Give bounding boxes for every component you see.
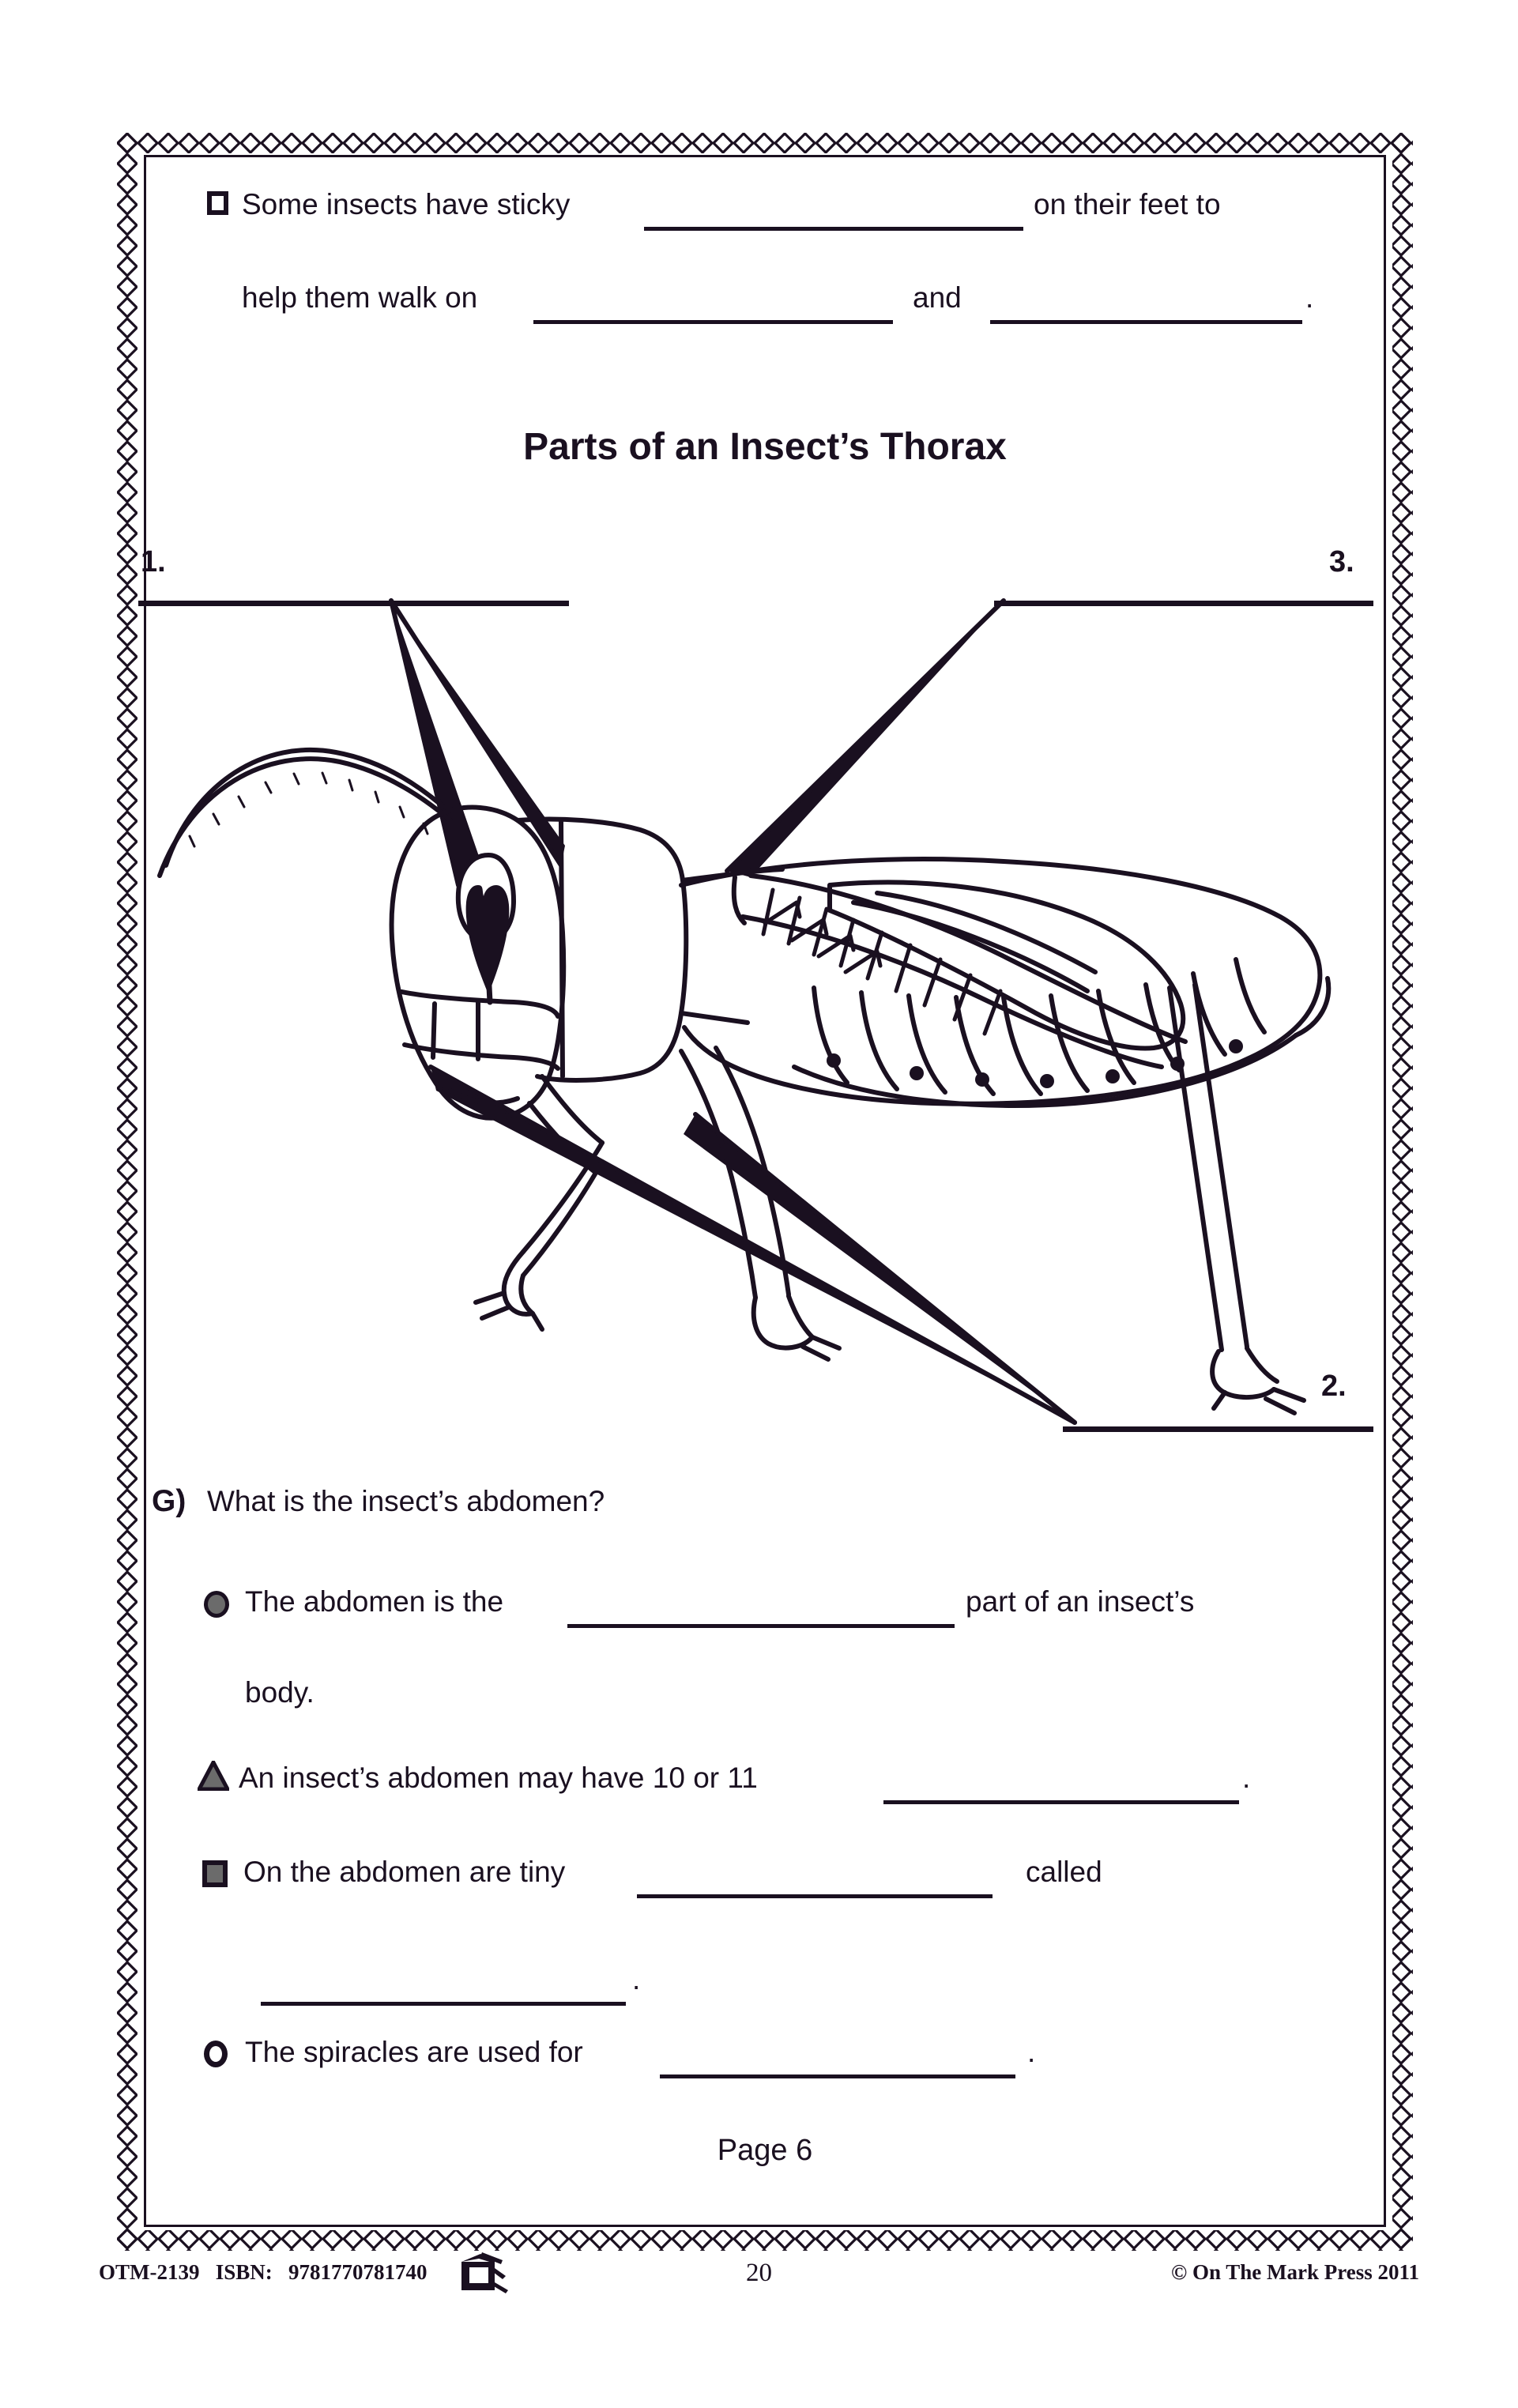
- page-label: Page 6: [717, 2134, 813, 2167]
- bullet-4-before: The spiracles are used for: [245, 2036, 583, 2068]
- top-item-line1-after: on their feet to: [1034, 188, 1221, 220]
- bullet-3-after: called: [1026, 1856, 1102, 1888]
- bullet-2-after: .: [1242, 1762, 1251, 1794]
- bullet-1-after: part of an insect’s: [966, 1585, 1195, 1618]
- top-item-line2-before: help them walk on: [242, 281, 478, 314]
- hollow-circle-bullet-icon: [204, 2041, 228, 2067]
- grasshopper-thorax-diagram: [119, 545, 1414, 1478]
- answer-blank[interactable]: [883, 1800, 1239, 1804]
- bullet-1-before: The abdomen is the: [245, 1585, 504, 1618]
- top-item-line2-middle: and: [913, 281, 962, 314]
- top-item-line2-after: .: [1305, 281, 1314, 314]
- bullet-4-after: .: [1027, 2036, 1036, 2068]
- footer-page-number: 20: [746, 2259, 772, 2287]
- filled-circle-bullet-icon: [204, 1591, 229, 1618]
- answer-blank[interactable]: [261, 2002, 626, 2006]
- question-letter: G): [152, 1484, 186, 1518]
- answer-blank[interactable]: [567, 1624, 955, 1628]
- top-item-line1-before: Some insects have sticky: [242, 188, 571, 220]
- answer-blank[interactable]: [644, 227, 1023, 231]
- callout-number-3: 3.: [1329, 545, 1354, 578]
- checkbox-square-icon[interactable]: [207, 191, 228, 215]
- answer-blank[interactable]: [637, 1894, 993, 1898]
- answer-blank[interactable]: [533, 320, 893, 324]
- bullet-1-continuation: body.: [245, 1676, 315, 1709]
- answer-blank[interactable]: [660, 2074, 1015, 2078]
- footer-isbn: 9781770781740: [288, 2260, 428, 2284]
- filled-triangle-bullet-icon: [198, 1761, 229, 1791]
- answer-blank[interactable]: [990, 320, 1302, 324]
- bullet-3-before: On the abdomen are tiny: [243, 1856, 566, 1888]
- question-text: What is the insect’s abdomen?: [207, 1485, 605, 1517]
- filled-square-bullet-icon: [202, 1860, 228, 1887]
- callout-number-2: 2.: [1321, 1370, 1347, 1403]
- bullet-3-continuation-after: .: [632, 1963, 641, 1995]
- footer-copyright: © On The Mark Press 2011: [1171, 2260, 1419, 2284]
- bullet-2-before: An insect’s abdomen may have 10 or 11: [239, 1762, 758, 1794]
- page-title: Parts of an Insect’s Thorax: [523, 426, 1007, 468]
- footer-isbn-label: ISBN:: [215, 2260, 273, 2284]
- callout-number-1: 1.: [141, 545, 166, 578]
- footer-code: OTM-2139: [99, 2260, 200, 2284]
